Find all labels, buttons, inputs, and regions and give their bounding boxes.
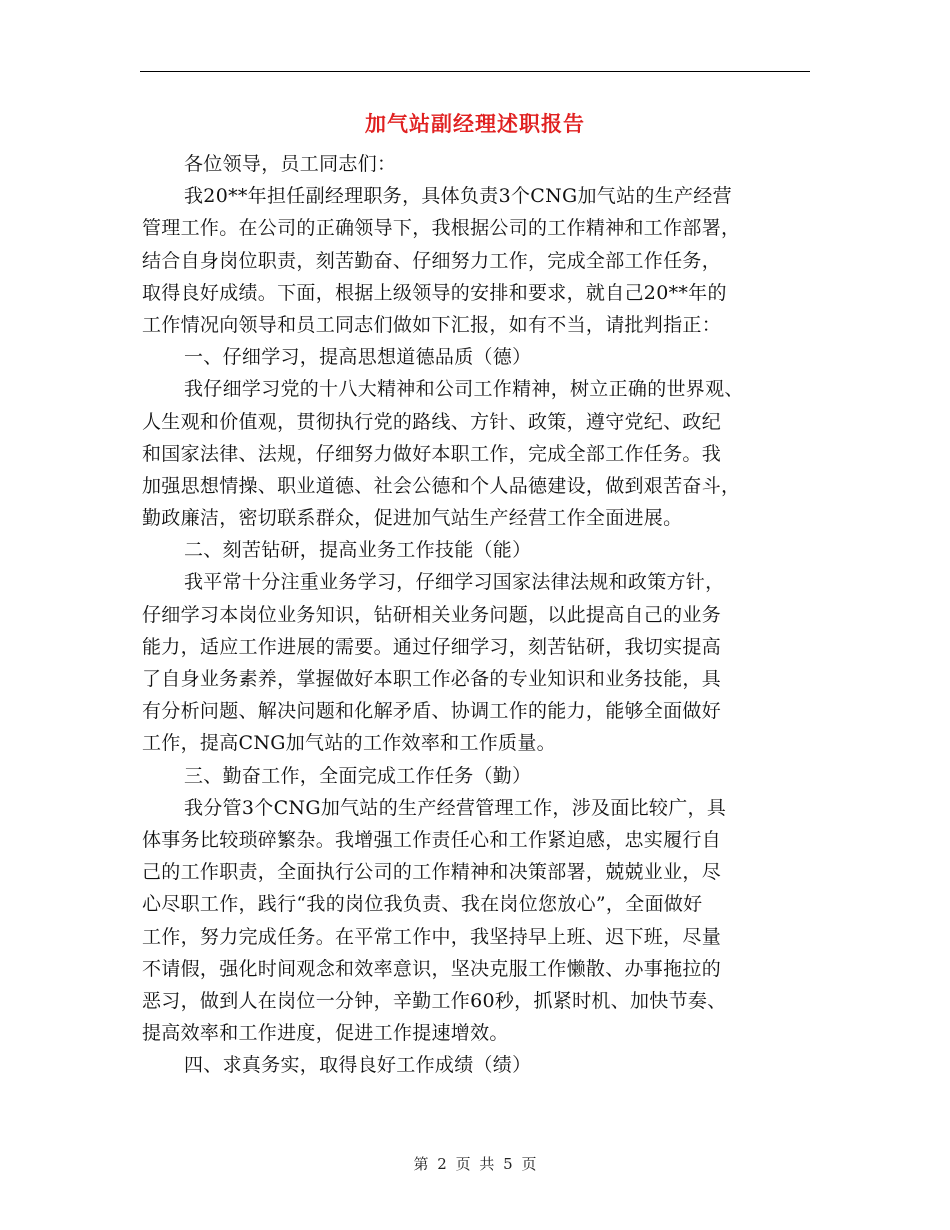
header-rule [140,71,810,72]
body-line: 心尽职工作，践行“我的岗位我负责、我在岗位您放心”，全面做好 [142,893,703,916]
body-line: 和国家法律、法规，仔细努力做好本职工作，完成全部工作任务。我 [142,442,722,465]
body-line: 提高效率和工作进度，促进工作提速增效。 [142,1022,509,1045]
body-line: 加强思想情操、职业道德、社会公德和个人品德建设，做到艰苦奋斗， [142,474,741,497]
body-line: 各位领导，员工同志们： [184,153,397,175]
body-line: 取得良好成绩。下面，根据上级领导的安排和要求，就自己20**年的 [142,281,727,304]
body-line: 能力，适应工作进展的需要。通过仔细学习，刻苦钻研，我切实提高 [142,635,722,658]
body-line: 四、求真务实，取得良好工作成绩（绩） [184,1054,532,1077]
body-line: 勤政廉洁，密切联系群众，促进加气站生产经营工作全面进展。 [142,507,683,530]
body-line: 工作情况向领导和员工同志们做如下汇报，如有不当，请批判指正： [142,313,722,336]
body-line: 结合自身岗位职责，刻苦勤奋、仔细努力工作，完成全部工作任务， [142,249,722,272]
body-line: 工作，努力完成任务。在平常工作中，我坚持早上班、迟下班，尽量 [142,925,722,948]
document-title: 加气站副经理述职报告 [365,111,585,136]
body-line: 仔细学习本岗位业务知识，钻研相关业务问题，以此提高自己的业务 [142,603,722,626]
body-line: 我分管3个CNG加气站的生产经营管理工作，涉及面比较广，具 [184,796,727,819]
body-line: 我平常十分注重业务学习，仔细学习国家法律法规和政策方针， [184,571,725,594]
body-line: 工作，提高CNG加气站的工作效率和工作质量。 [142,732,556,755]
body-line: 一、仔细学习，提高思想道德品质（德） [184,346,532,369]
body-line: 我20**年担任副经理职务，具体负责3个CNG加气站的生产经营 [184,185,732,208]
body-line: 己的工作职责，全面执行公司的工作精神和决策部署，兢兢业业，尽 [142,861,722,884]
body-line: 我仔细学习党的十八大精神和公司工作精神，树立正确的世界观、 [184,378,744,401]
body-line: 恶习，做到人在岗位一分钟，辛勤工作60秒，抓紧时机、加快节奏、 [142,989,727,1012]
body-line: 人生观和价值观，贯彻执行党的路线、方针、政策，遵守党纪、政纪 [142,410,722,433]
body-line: 管理工作。在公司的正确领导下，我根据公司的工作精神和工作部署， [142,217,741,240]
page-number-footer: 第 2 页 共 5 页 [413,1155,537,1173]
body-line: 了自身业务素养，掌握做好本职工作必备的专业知识和业务技能，具 [142,668,722,690]
body-line: 三、勤奋工作，全面完成工作任务（勤） [184,764,532,787]
document-body [142,148,814,1081]
body-line: 二、刻苦钻研，提高业务工作技能（能） [184,539,532,562]
body-line: 有分析问题、解决问题和化解矛盾、协调工作的能力，能够全面做好 [142,700,722,723]
body-line: 不请假，强化时间观念和效率意识，坚决克服工作懒散、办事拖拉的 [142,957,722,980]
body-line: 体事务比较琐碎繁杂。我增强工作责任心和工作紧迫感，忠实履行自 [142,828,722,851]
